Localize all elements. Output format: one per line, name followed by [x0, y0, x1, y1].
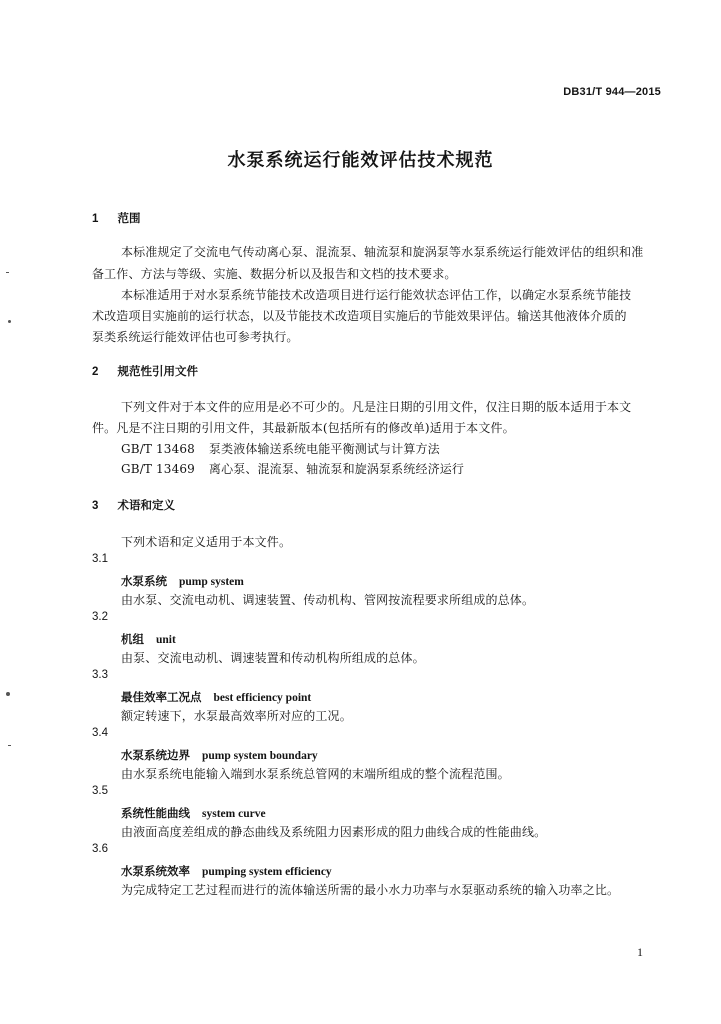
section-number: 3 [92, 500, 99, 512]
paragraph-line: 本标准适用于对水泵系统节能技术改造项目进行运行能效状态评估工作，以确定水泵系统节能技 [121, 288, 632, 302]
term-number: 3.4 [92, 727, 108, 739]
term-number: 3.5 [92, 785, 108, 797]
reference-code: GB/T 13468 [121, 442, 195, 456]
section-title: 规范性引用文件 [117, 364, 198, 378]
section-heading [92, 494, 175, 513]
reference-item [121, 438, 440, 460]
paragraph-line: 本标准规定了交流电气传动离心泵、混流泵、轴流泵和旋涡泵等水泵系统运行能效评估的组织和准 [121, 245, 644, 259]
document-title: 水泵系统运行能效评估技术规范 [227, 150, 494, 171]
section-title: 范围 [117, 211, 141, 225]
term-en: best efficiency point [213, 692, 312, 704]
term-definition: 为完成特定工艺过程而进行的流体输送所需的最小水力功率与水泵驱动系统的输入功率之比。 [121, 883, 620, 897]
section-title: 术语和定义 [117, 498, 175, 512]
term-cn: 水泵系统 [121, 574, 167, 588]
term-title [121, 805, 266, 821]
term-title [121, 689, 311, 705]
paragraph-line: 术改造项目实施前的运行状态，以及节能技术改造项目实施后的节能效果评估。输送其他液体介质的 [92, 309, 627, 323]
section-number: 1 [92, 213, 99, 225]
term-title [121, 747, 318, 763]
term-en: pump system boundary [202, 750, 318, 762]
term-number: 3.2 [92, 611, 108, 623]
reference-title: 泵类液体输送系统电能平衡测试与计算方法 [208, 442, 440, 456]
term-cn: 系统性能曲线 [121, 806, 190, 820]
term-cn: 水泵系统边界 [121, 748, 190, 762]
term-title [121, 863, 332, 879]
term-en: pumping system efficiency [202, 866, 332, 878]
scan-mark [8, 745, 11, 746]
section-heading [92, 207, 141, 226]
term-definition: 由液面高度差组成的静态曲线及系统阻力因素形成的阻力曲线合成的性能曲线。 [121, 825, 547, 839]
paragraph-line: 下列文件对于本文件的应用是必不可少的。凡是注日期的引用文件，仅注日期的版本适用于本文 [121, 400, 632, 414]
paragraph-line: 下列术语和定义适用于本文件。 [121, 535, 292, 549]
term-definition: 额定转速下，水泵最高效率所对应的工况。 [121, 709, 352, 723]
scan-mark [8, 320, 11, 323]
term-number: 3.1 [92, 553, 108, 565]
term-cn: 最佳效率工况点 [121, 690, 202, 704]
term-title [121, 631, 176, 647]
term-number: 3.3 [92, 669, 108, 681]
term-definition: 由泵、交流电动机、调速装置和传动机构所组成的总体。 [121, 651, 425, 665]
standard-number: DB31/T 944—2015 [563, 86, 661, 98]
term-title [121, 573, 244, 589]
reference-item [121, 458, 464, 480]
term-cn: 机组 [121, 632, 144, 646]
term-en: pump system [179, 576, 244, 588]
page-number: 1 [637, 945, 643, 959]
section-heading [92, 360, 198, 379]
scan-mark [6, 692, 10, 696]
term-cn: 水泵系统效率 [121, 864, 190, 878]
paragraph-line: 备工作、方法与等级、实施、数据分析以及报告和文档的技术要求。 [92, 267, 457, 281]
paragraph-line: 泵类系统运行能效评估也可参考执行。 [92, 330, 299, 344]
term-definition: 由水泵系统电能输入端到水泵系统总管网的末端所组成的整个流程范围。 [121, 767, 510, 781]
reference-code: GB/T 13469 [121, 462, 195, 476]
term-definition: 由水泵、交流电动机、调速装置、传动机构、管网按流程要求所组成的总体。 [121, 593, 535, 607]
scan-mark [6, 272, 9, 273]
paragraph-line: 件。凡是不注日期的引用文件，其最新版本(包括所有的修改单)适用于本文件。 [92, 421, 515, 435]
term-en: system curve [202, 808, 266, 820]
term-number: 3.6 [92, 843, 108, 855]
term-en: unit [156, 634, 176, 646]
section-number: 2 [92, 366, 99, 378]
reference-title: 离心泵、混流泵、轴流泵和旋涡泵系统经济运行 [208, 462, 465, 476]
